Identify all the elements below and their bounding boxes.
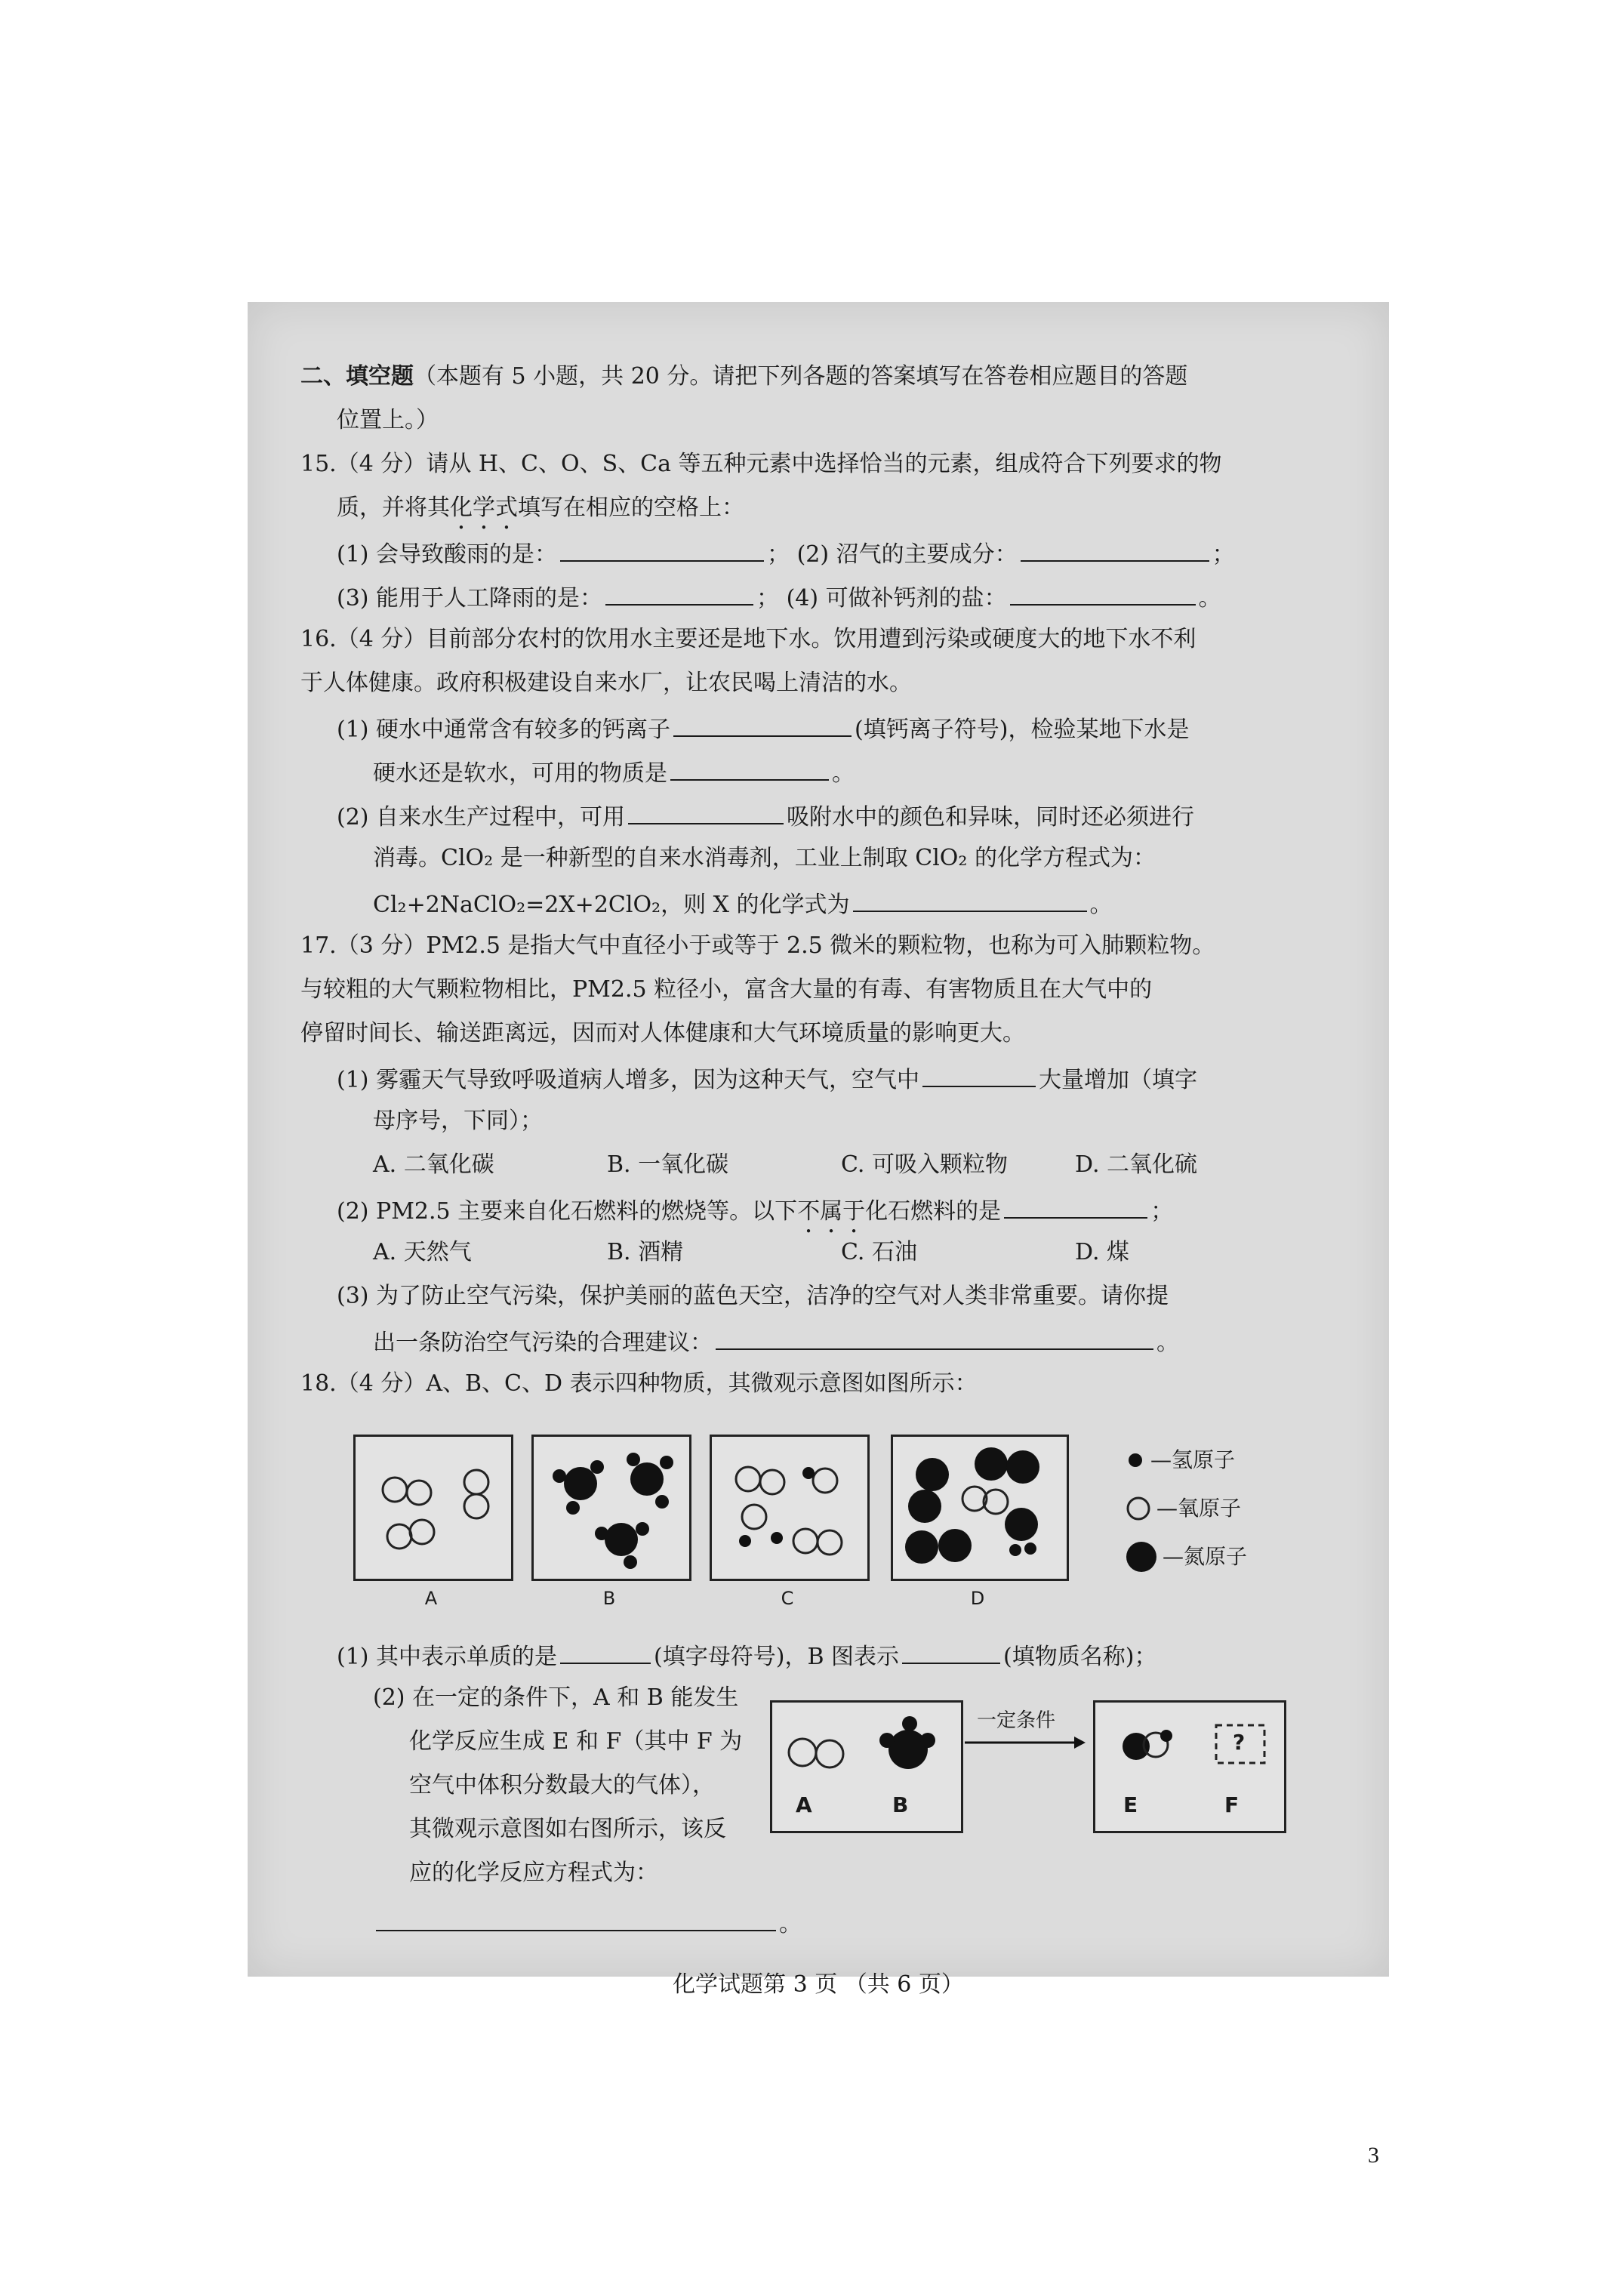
section-title: 二、填空题 <box>300 363 414 390</box>
q18-part2-text <box>373 1684 796 1903</box>
q16-p2b: 吸附水中的颜色和异味，同时还必须进行 <box>787 804 1195 831</box>
q16-p2a: (2) 自来水生产过程中，可用 <box>337 804 626 831</box>
molecule-box-a <box>353 1435 513 1581</box>
q16-part2c <box>300 888 1336 932</box>
q18-part1 <box>300 1640 1336 1684</box>
q17-p2c: ； <box>1150 1198 1174 1225</box>
q16-p1d: 。 <box>832 760 855 787</box>
q18-p2-end: 。 <box>779 1911 802 1937</box>
q16-p1c: 硬水还是软水，可用的物质是 <box>373 760 667 787</box>
box-label-d: D <box>970 1588 985 1609</box>
q17-options-2 <box>300 1238 1336 1282</box>
q17-part3a <box>300 1282 1336 1326</box>
q16-text-2: 于人体健康。政府积极建设自来水厂，让农民喝上清洁的水。 <box>300 670 912 696</box>
q16-p1b: (填钙离子符号)，检验某地下水是 <box>855 717 1190 743</box>
q16-p2e: 。 <box>1089 892 1113 918</box>
q15-line1 <box>300 450 1336 494</box>
q15-text-2b: 填写在相应的空格上： <box>518 495 744 521</box>
legend-oxygen <box>1125 1484 1247 1533</box>
molecule-b-icon <box>534 1437 689 1579</box>
q18-equation-line <box>373 1907 802 1939</box>
q17-option-c[interactable]: C. 可吸入颗粒物 <box>841 1151 1008 1178</box>
q17-part1b <box>300 1107 1336 1151</box>
q17-option2-c[interactable]: C. 石油 <box>841 1239 917 1265</box>
q16-part2b <box>300 844 1336 888</box>
q17-option2-d[interactable]: D. 煤 <box>1075 1239 1130 1265</box>
q17-p1c: 母序号，下同）； <box>373 1108 543 1134</box>
molecule-a-icon <box>356 1437 511 1579</box>
q17-option-a[interactable]: A. 二氧化碳 <box>373 1151 494 1178</box>
q18-p2-line-1: (2) 在一定的条件下，A 和 B 能发生 <box>373 1684 739 1711</box>
q17-p1b: 大量增加（填字 <box>1039 1067 1198 1093</box>
q18-molecule-diagram <box>300 1413 1336 1640</box>
q17-option2-b[interactable]: B. 酒精 <box>607 1239 684 1265</box>
q17-p3b: 出一条防治空气污染的合理建议： <box>373 1330 713 1356</box>
q17-line3 <box>300 1019 1336 1063</box>
q18-answer-equation[interactable] <box>376 1907 776 1931</box>
oxygen-atom-icon <box>1125 1495 1152 1522</box>
q17-p3c: 。 <box>1156 1330 1179 1356</box>
q17-line1 <box>300 932 1336 975</box>
q15-parts-1-2 <box>300 538 1336 581</box>
q16-answer-ion[interactable] <box>673 713 852 737</box>
rx-label-e: E <box>1123 1792 1138 1817</box>
q17-answer-3[interactable] <box>716 1326 1153 1350</box>
box-label-a: A <box>424 1588 438 1609</box>
box-label-c: C <box>781 1588 794 1609</box>
q15-answer-2[interactable] <box>1021 538 1209 562</box>
reaction-arrow-icon <box>965 1735 1086 1750</box>
atom-legend <box>1125 1436 1247 1581</box>
q17-part3b <box>300 1326 1336 1370</box>
q16-part2a <box>300 800 1336 844</box>
q17-line2 <box>300 975 1336 1019</box>
q15-p4-label: ； (4) 可做补钙剂的盐： <box>756 585 1007 612</box>
molecule-d-icon <box>893 1437 1067 1579</box>
q16-p2c: 消毒。ClO₂ 是一种新型的自来水消毒剂，工业上制取 ClO₂ 的化学方程式为： <box>373 845 1156 871</box>
q18-part2 <box>300 1684 1336 1937</box>
rx-label-b: B <box>892 1792 909 1817</box>
q16-line2 <box>300 669 1336 713</box>
q16-answer-x[interactable] <box>853 888 1087 912</box>
q18-p1c: (填物质名称)； <box>1003 1644 1157 1670</box>
q17-p3a: (3) 为了防止空气污染，保护美丽的蓝色天空，洁净的空气对人类非常重要。请你提 <box>337 1283 1169 1309</box>
q17-option-b[interactable]: B. 一氧化碳 <box>607 1151 729 1178</box>
q16-answer-adsorb[interactable] <box>628 800 784 824</box>
q18-line1 <box>300 1370 1336 1413</box>
legend-oxygen-label: —氧原子 <box>1156 1496 1242 1521</box>
q15-p1-label: (1) 会导致酸雨的是： <box>337 541 558 568</box>
unknown-product: ? <box>1233 1730 1246 1755</box>
molecule-box-c <box>710 1435 870 1581</box>
section-desc: （本题有 5 小题，共 20 分。请把下列各题的答案填写在答卷相应题目的答题 <box>414 363 1188 390</box>
q17-option2-a[interactable]: A. 天然气 <box>373 1239 472 1265</box>
product-box <box>1093 1700 1286 1833</box>
reaction-condition: 一定条件 <box>977 1709 1056 1732</box>
q18-p2-line-5: 应的化学反应方程式为： <box>409 1860 658 1886</box>
q15-answer-4[interactable] <box>1010 581 1196 606</box>
rx-label-a: A <box>796 1792 812 1817</box>
q17-answer-2[interactable] <box>1004 1194 1147 1219</box>
molecule-box-b <box>531 1435 691 1581</box>
q18-p1a: (1) 其中表示单质的是 <box>337 1644 558 1670</box>
scanned-page <box>248 302 1389 1998</box>
q15-p3-label: (3) 能用于人工降雨的是： <box>337 585 603 612</box>
q17-option-d[interactable]: D. 二氧化硫 <box>1075 1151 1198 1178</box>
q18-p2-line-3: 空气中体积分数最大的气体）， <box>409 1772 715 1798</box>
legend-hydrogen-label: —氢原子 <box>1150 1447 1236 1472</box>
q15-text-2a: 质，并将其 <box>337 495 450 521</box>
legend-nitrogen <box>1125 1533 1247 1581</box>
q17-text-3: 停留时间长、输送距离远，因而对人体健康和大气环境质量的影响更大。 <box>300 1020 1025 1046</box>
page-footer: 化学试题第 3 页 （共 6 页） <box>673 1971 964 1998</box>
page-number: 3 <box>1368 2143 1379 2168</box>
q17-part1a <box>300 1063 1336 1107</box>
q17-emphasis: 不属于 <box>797 1198 866 1225</box>
q15-text-1: 15.（4 分）请从 H、C、O、S、Ca 等五种元素中选择恰当的元素，组成符合下列要求的物 <box>300 451 1222 477</box>
q17-options-1 <box>300 1151 1336 1194</box>
q16-part1b <box>300 757 1336 800</box>
q18-answer-substance[interactable] <box>902 1640 1000 1664</box>
q18-answer-element[interactable] <box>560 1640 651 1664</box>
q16-line1 <box>300 625 1336 669</box>
q15-emphasis: 化学式 <box>450 495 518 521</box>
q15-parts-3-4 <box>300 581 1336 625</box>
q17-answer-1[interactable] <box>922 1063 1036 1087</box>
rx-label-f: F <box>1224 1792 1240 1817</box>
q16-equation: Cl₂+2NaClO₂=2X+2ClO₂，则 X 的化学式为 <box>373 892 850 918</box>
q16-text-1: 16.（4 分）目前部分农村的饮用水主要还是地下水。饮用遭到污染或硬度大的地下水不利 <box>300 626 1196 652</box>
nitrogen-atom-icon <box>1125 1540 1158 1573</box>
molecule-box-d <box>891 1435 1069 1581</box>
q17-p2a: (2) PM2.5 主要来自化石燃料的燃烧等。以下 <box>337 1198 798 1225</box>
q17-p1a: (1) 雾霾天气导致呼吸道病人增多，因为这种天气，空气中 <box>337 1067 920 1093</box>
page-content <box>300 362 1336 1999</box>
q17-p2b: 化石燃料的是 <box>865 1198 1002 1225</box>
q18-p2-line-2: 化学反应生成 E 和 F（其中 F 为 <box>409 1728 743 1755</box>
molecule-c-icon <box>712 1437 867 1579</box>
legend-nitrogen-label: —氮原子 <box>1163 1544 1248 1569</box>
q16-answer-test[interactable] <box>670 757 829 781</box>
q15-answer-3[interactable] <box>605 581 753 606</box>
q17-text-1: 17.（3 分）PM2.5 是指大气中直径小于或等于 2.5 微米的颗粒物，也称为可入肺颗粒物。 <box>300 932 1215 959</box>
q15-p4-end: 。 <box>1198 585 1221 612</box>
q18-p1b: (填字母符号)，B 图表示 <box>654 1644 900 1670</box>
q17-part2 <box>300 1194 1336 1238</box>
q18-p2-line-4: 其微观示意图如右图所示，该反 <box>409 1816 726 1842</box>
q15-p2-label: ； (2) 沼气的主要成分： <box>767 541 1018 568</box>
section-desc-2 <box>300 406 1336 450</box>
q16-part1a <box>300 713 1336 757</box>
q17-text-2: 与较粗的大气颗粒物相比，PM2.5 粒径小，富含大量的有毒、有害物质且在大气中的 <box>300 976 1153 1003</box>
hydrogen-atom-icon <box>1125 1450 1146 1471</box>
q16-p1a: (1) 硬水中通常含有较多的钙离子 <box>337 717 671 743</box>
q15-answer-1[interactable] <box>560 538 764 562</box>
q15-line2 <box>300 494 1336 538</box>
q15-p2-end: ； <box>1212 541 1235 568</box>
box-label-b: B <box>602 1588 616 1609</box>
legend-hydrogen <box>1125 1436 1247 1484</box>
section-desc-2-text: 位置上。） <box>337 407 439 433</box>
section-heading <box>300 362 1336 406</box>
q18-text-1: 18.（4 分）A、B、C、D 表示四种物质，其微观示意图如图所示： <box>300 1370 978 1397</box>
